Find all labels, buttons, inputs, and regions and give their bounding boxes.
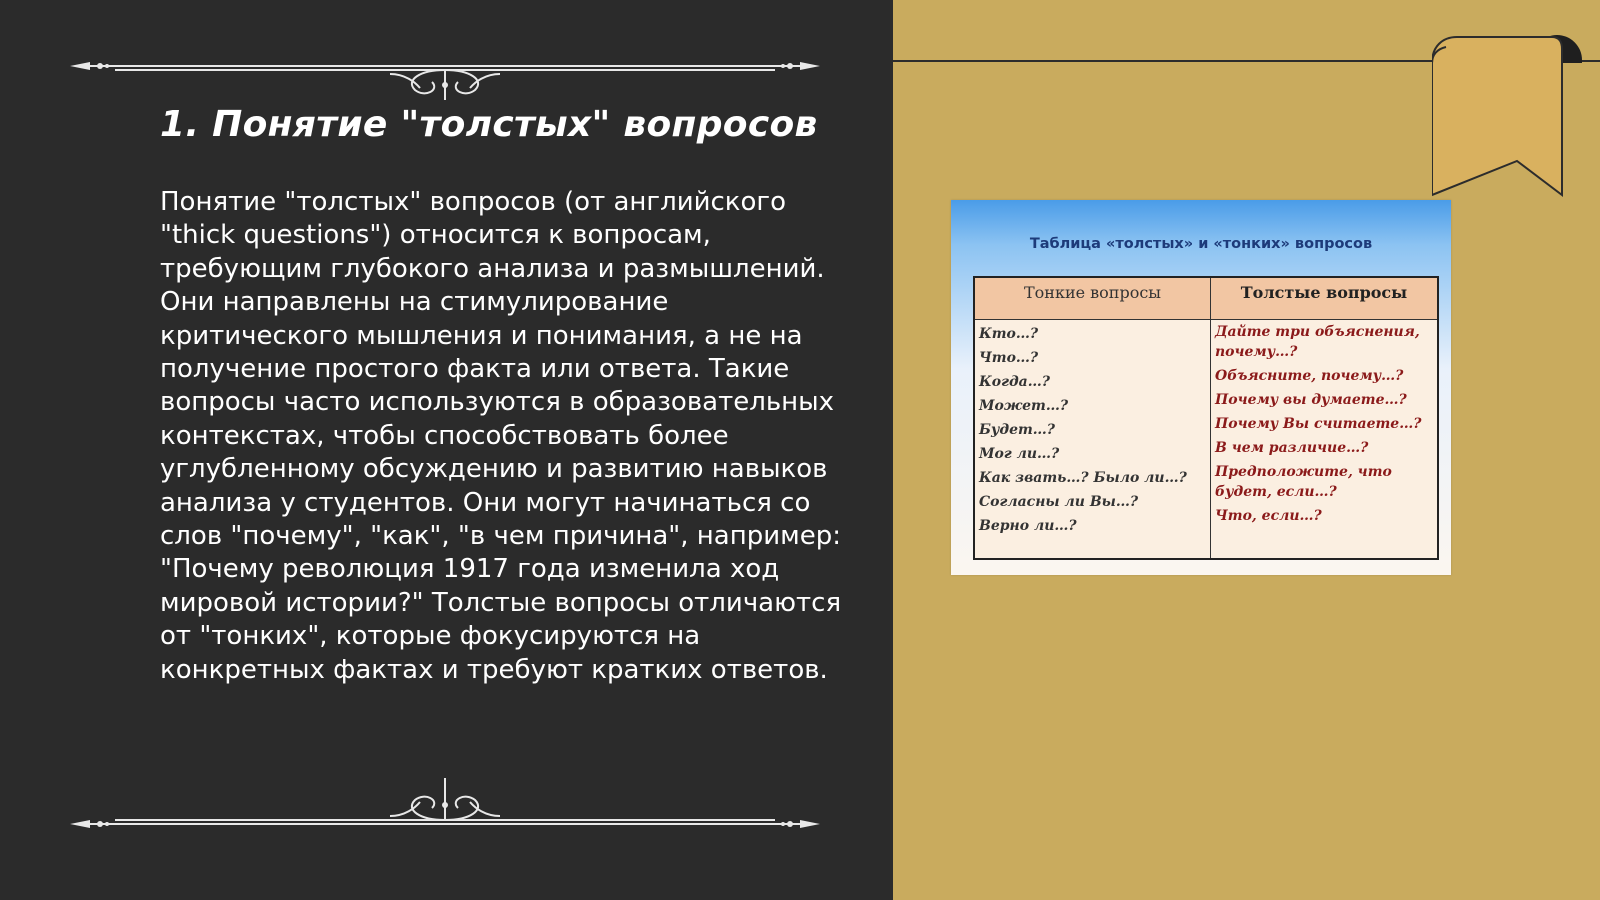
bookmark-ribbon-icon [1432,35,1600,205]
questions-table-image [951,200,1451,575]
thin-question-item: Когда…? [979,374,1050,390]
thin-questions-column [975,278,1211,558]
thin-question-item: Как звать…? Было ли…? [979,470,1187,486]
table-image-title: Таблица «толстых» и «тонких» вопросов [1029,236,1373,252]
questions-table [973,276,1439,560]
thick-question-item: Что, если…? [1215,508,1322,524]
thick-question-item: Почему Вы считаете…? [1215,416,1422,432]
thick-question-item: Дайте три объяснения, почему…? [1215,324,1420,360]
thin-question-item: Может…? [979,398,1069,414]
thick-question-item: Объясните, почему…? [1215,368,1404,384]
thin-question-item: Верно ли…? [979,518,1077,534]
thick-question-item: Предположите, что будет, если…? [1215,464,1392,500]
thick-questions-header: Толстые вопросы [1211,278,1437,320]
thin-question-item: Будет…? [979,422,1055,438]
thick-question-item: Почему вы думаете…? [1215,392,1407,408]
thin-question-item: Мог ли…? [979,446,1060,462]
thick-questions-column [1211,278,1437,558]
thin-question-item: Кто…? [979,326,1039,342]
body-text: Понятие "толстых" вопросов (от английского "thick questions") относится к вопросам, требующим глубокого анализа и размышлений. Они направлены на стимулирование критического мышления и понимания, а не на получение простого факта или ответа. Такие вопросы часто используются в образовательных контекстах, чтобы способствовать более углубленному обсуждению и развитию навыков анализа у студентов. Они могут начинаться со слов "почему", "как", "в чем причина", например: "Почему революция 1917 года изменила ход мировой истории?" Толстые вопросы отличаются от "тонких", которые фокусируются на конкретных фактах и требуют кратких ответов. [160,187,842,685]
ornamental-divider-icon [60,40,830,100]
thin-question-item: Согласны ли Вы…? [979,494,1139,510]
thin-questions-header: Тонкие вопросы [975,278,1210,320]
slide-title: 1. Понятие "толстых" вопросов [160,104,818,145]
thick-question-item: В чем различие…? [1215,440,1369,456]
ornamental-divider-icon [60,770,830,830]
thin-question-item: Что…? [979,350,1039,366]
